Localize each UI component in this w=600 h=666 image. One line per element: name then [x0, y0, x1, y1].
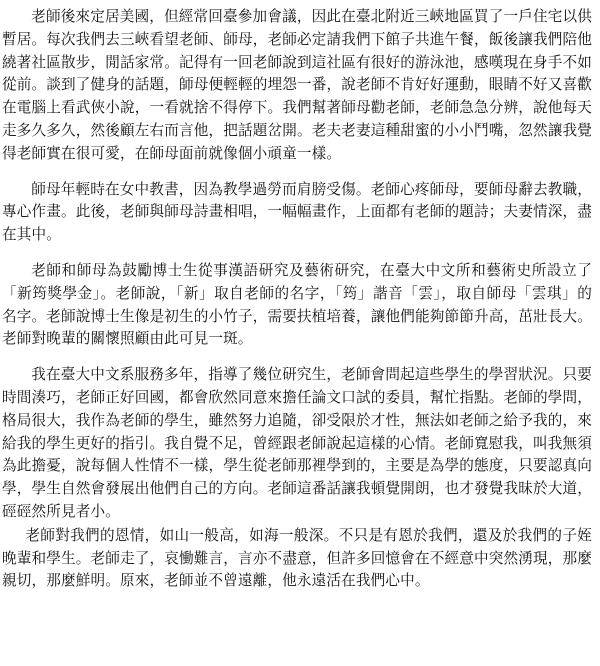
- paragraph-3: 老師和師母為鼓勵博士生從事漢語研究及藝術研究，在臺大中文所和藝術史所設立了「新筠獎學金」。老師說，「新」取自老師的名字，「筠」諧音「雲」，取自師母「雲琪」的名字。老師說博士生像是初生的小竹子，需要扶植培養，讓他們能夠節節升高，茁壯長大。老師對晚輩的關懷照顧由此可見一斑。: [2, 261, 592, 348]
- paragraph-1: 老師後來定居美國，但經常回臺參加會議，因此在臺北附近三峽地區買了一戶住宅以供暫居。每次我們去三峽看望老師、師母，老師必定請我們下館子共進午餐，飯後讓我們陪他繞著社區散步，閒話家常。記得有一回老師說到這社區有很好的游泳池，感嘆現在身手不如從前。談到了健身的話題，師母便輕輕的埋怨一番，說老師不肯好好運動，眼睛不好又喜歡在電腦上看武俠小說，一看就捨不得停下。我們幫著師母勸老師，老師急急分辨，說他每天走多久多久，然後顧左右而言他，把話題岔開。老夫老妻這種甜蜜的小小鬥嘴，忽然讓我覺得老師實在很可愛，在師母面前就像個小頑童一樣。: [2, 8, 592, 162]
- document-body: [2, 6, 592, 593]
- paragraph-4: 我在臺大中文系服務多年，指導了幾位研究生，老師會問起這些學生的學習狀況。只要時間湊巧，老師正好回國，都會欣然同意來擔任論文口試的委員，幫忙指點。老師的學問，格局很大，我作為老師的學生，雖然努力追隨，卻受限於才性，無法如老師之給予我的，來給我的學生更好的指引。我自覺不足，曾經跟老師說起這樣的心情。老師寬慰我，叫我無須為此擔憂，說每個人性情不一樣，學生從老師那裡學到的，主要是為學的態度，只要認真向學，學生自然會發展出他們自己的方向。老師這番話讓我頓覺開朗，也才發覺我昧於大道，硜硜然所見者小。: [2, 366, 592, 520]
- paragraph-5: 老師對我們的恩情，如山一般高，如海一般深。不只是有恩於我們，還及於我們的子姪晚輩和學生。老師走了，哀慟難言，言亦不盡意，但許多回憶會在不經意中突然湧現，那麼親切，那麼鮮明。原來，老師並不曾遠離，他永遠活在我們心中。: [2, 526, 592, 590]
- paragraph-2: 師母年輕時在女中教書，因為教學過勞而肩膀受傷。老師心疼師母，要師母辭去教職，專心作畫。此後，老師與師母詩畫相唱，一幅幅畫作，上面都有老師的題詩；夫妻情深，盡在其中。: [2, 180, 592, 244]
